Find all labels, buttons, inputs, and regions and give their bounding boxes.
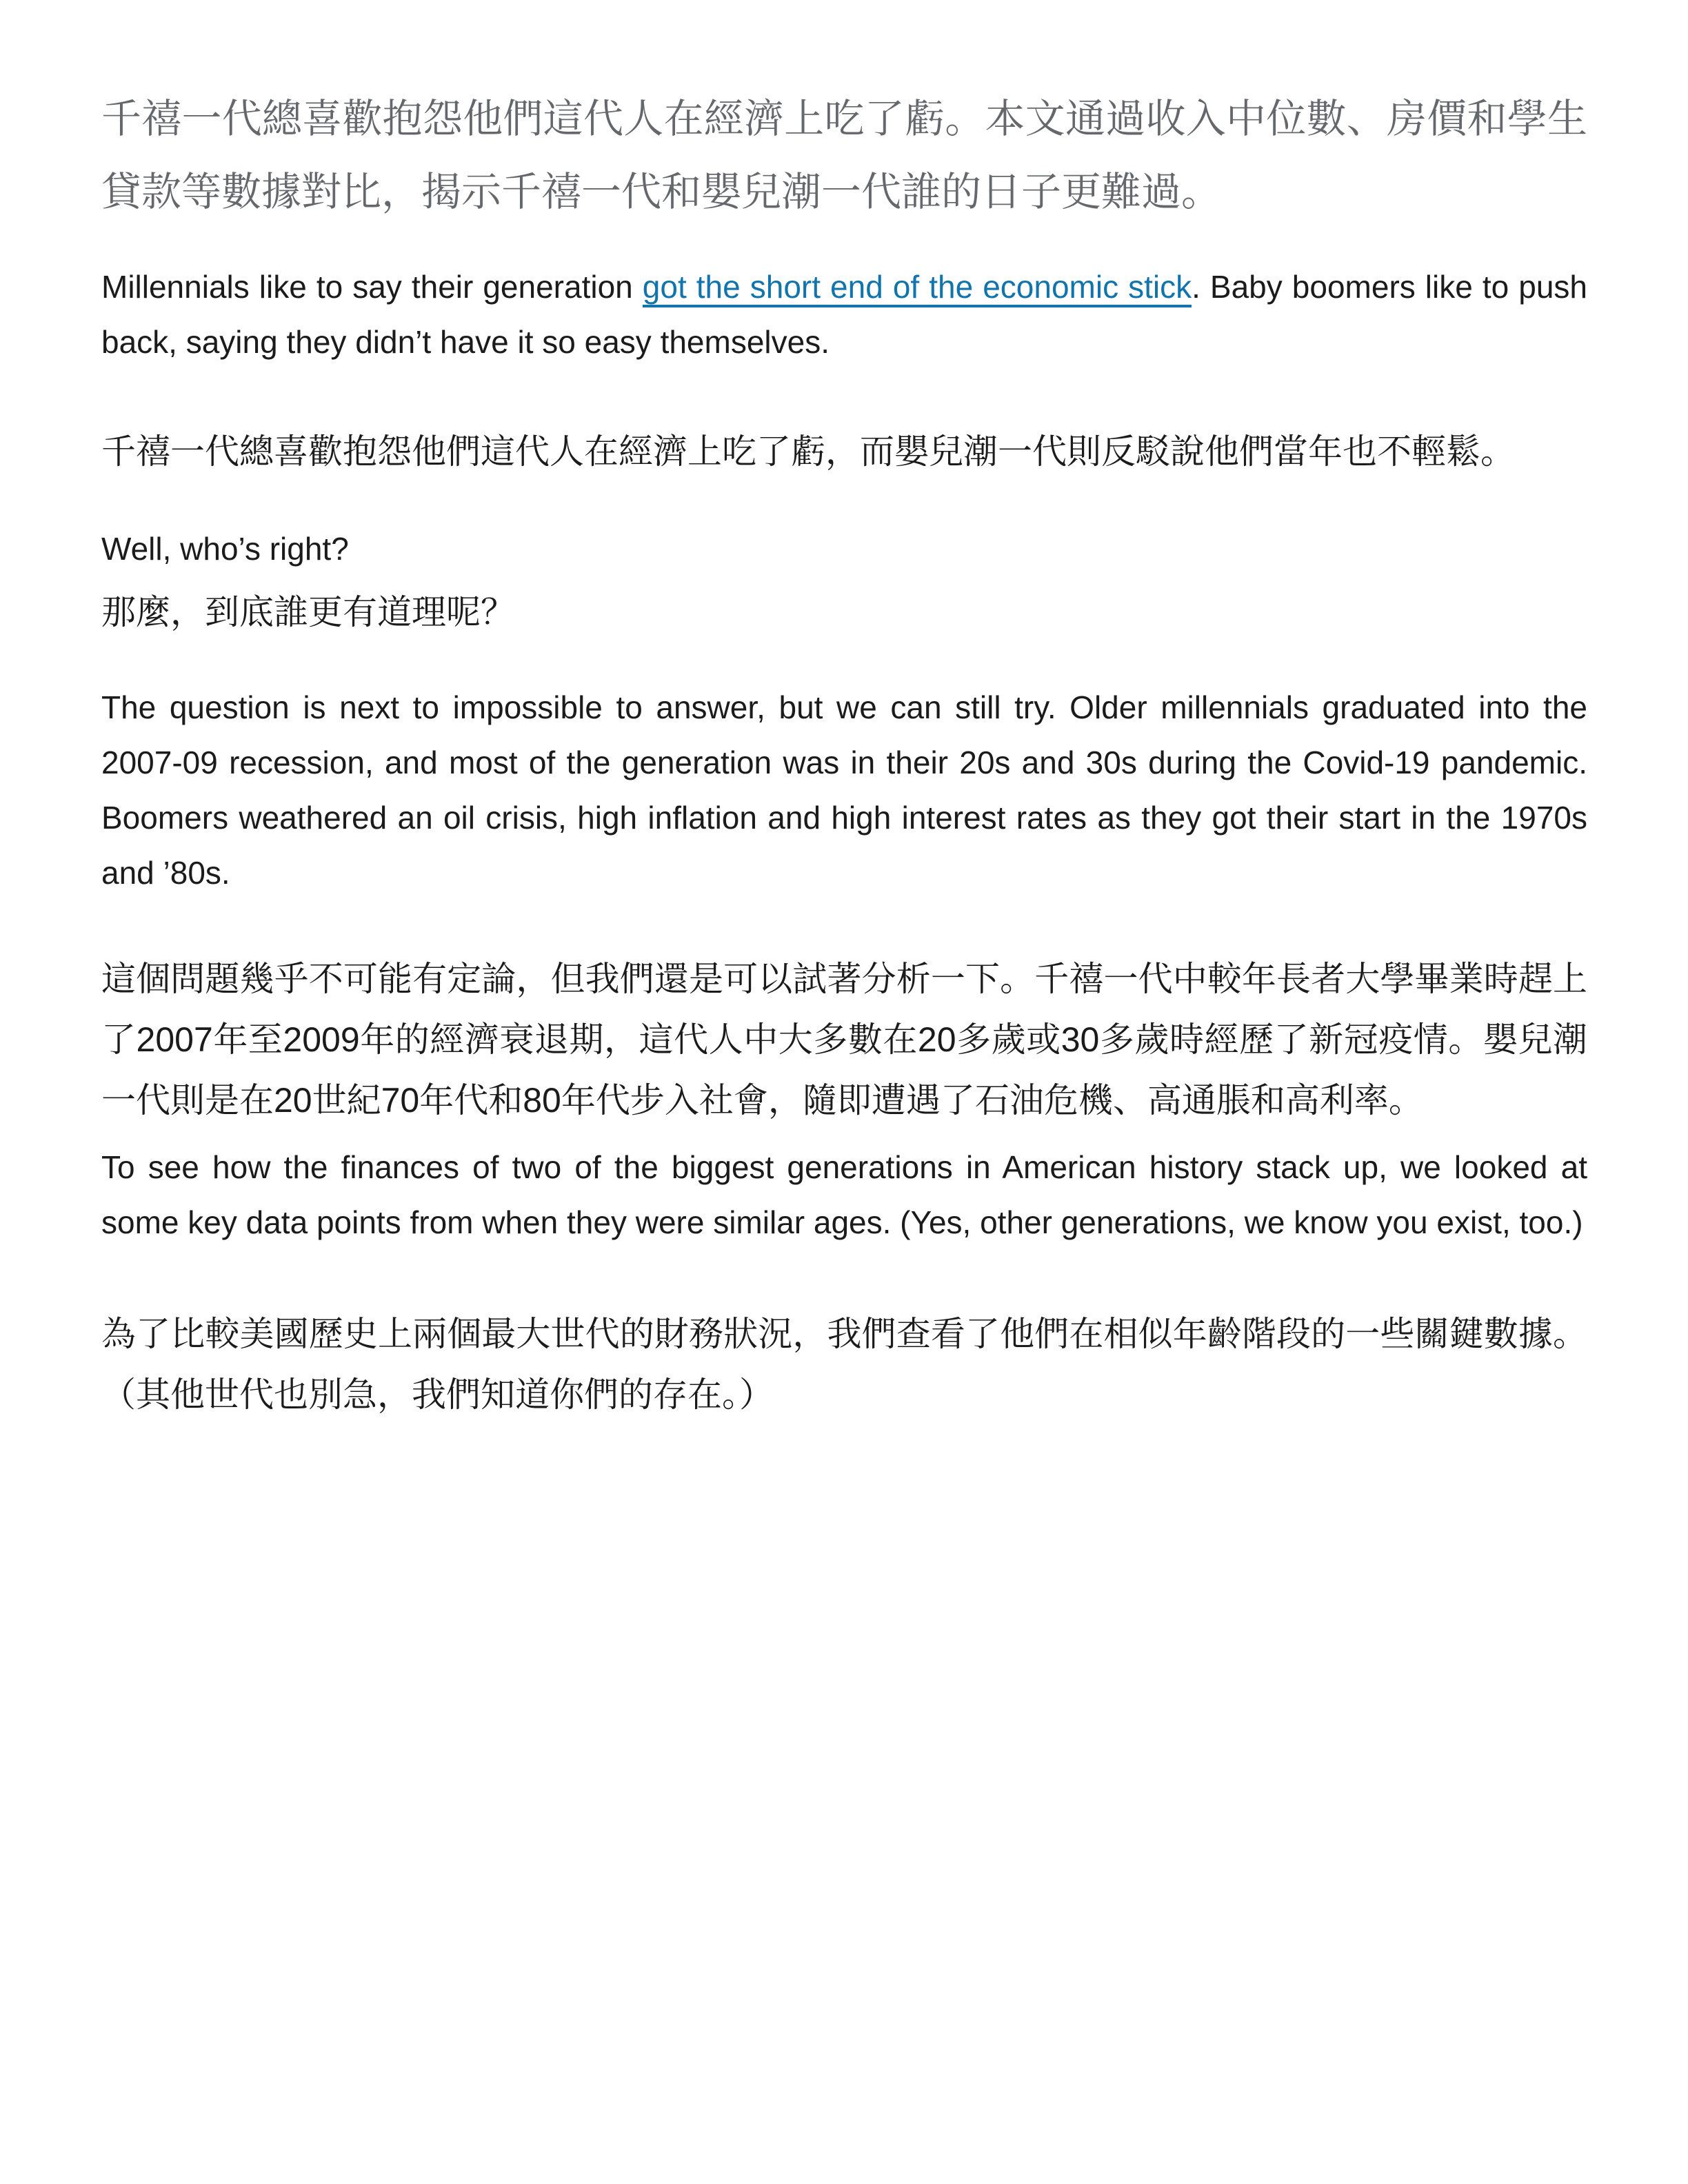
paragraph-zh-method: 為了比較美國歷史上兩個最大世代的財務狀況，我們查看了他們在相似年齡階段的一些關鍵數據。（其他世代也別急，我們知道你們的存在。） [101,1315,1587,1414]
paragraph-zh-intro: 千禧一代總喜歡抱怨他們這代人在經濟上吃了虧，而嬰兒潮一代則反駁說他們當年也不輕鬆。 [101,432,1515,471]
question-en: Well, who’s right? [101,531,349,567]
paragraph-en-intro [101,259,1587,370]
article-lede-zh: 千禧一代總喜歡抱怨他們這代人在經濟上吃了虧。本文通過收入中位數、房價和學生貸款等數據對比，揭示千禧一代和嬰兒潮一代誰的日子更難過。 [101,97,1587,214]
paragraph-en-method: To see how the finances of two of the biggest generations in American history stack up, we looked at some key data points from when they were similar ages. (Yes, other generations, we know you exist, too.) [101,1149,1587,1240]
question-zh: 那麼，到底誰更有道理呢？ [101,593,515,631]
paragraph-en-intro-before-link: Millennials like to say their generation [101,269,643,305]
paragraph-en-intro-after-link: . Baby boomers like to push back, saying they didn’t have it so easy themselves. [101,269,1587,360]
paragraph-en-context: The question is next to impossible to answer, but we can still try. Older millennials graduated into the 2007-09 recession, and most of the generation was in their 20s and 30s during the Covid-19 pandemic. Boomers weathered an oil crisis, high inflation and high interest rates as they got their start in the 1970s and ’80s. [101,689,1587,891]
paragraph-zh-context: 這個問題幾乎不可能有定論，但我們還是可以試著分析一下。千禧一代中較年長者大學畢業時趕上了2007年至2009年的經濟衰退期，這代人中大多數在20多歲或30多歲時經歷了新冠疫情。嬰兒潮一代則是在20世紀70年代和80年代步入社會，隨即遭遇了石油危機、高通脹和高利率。 [101,960,1587,1120]
short-end-of-economic-stick-link[interactable]: got the short end of the economic stick [643,269,1192,307]
